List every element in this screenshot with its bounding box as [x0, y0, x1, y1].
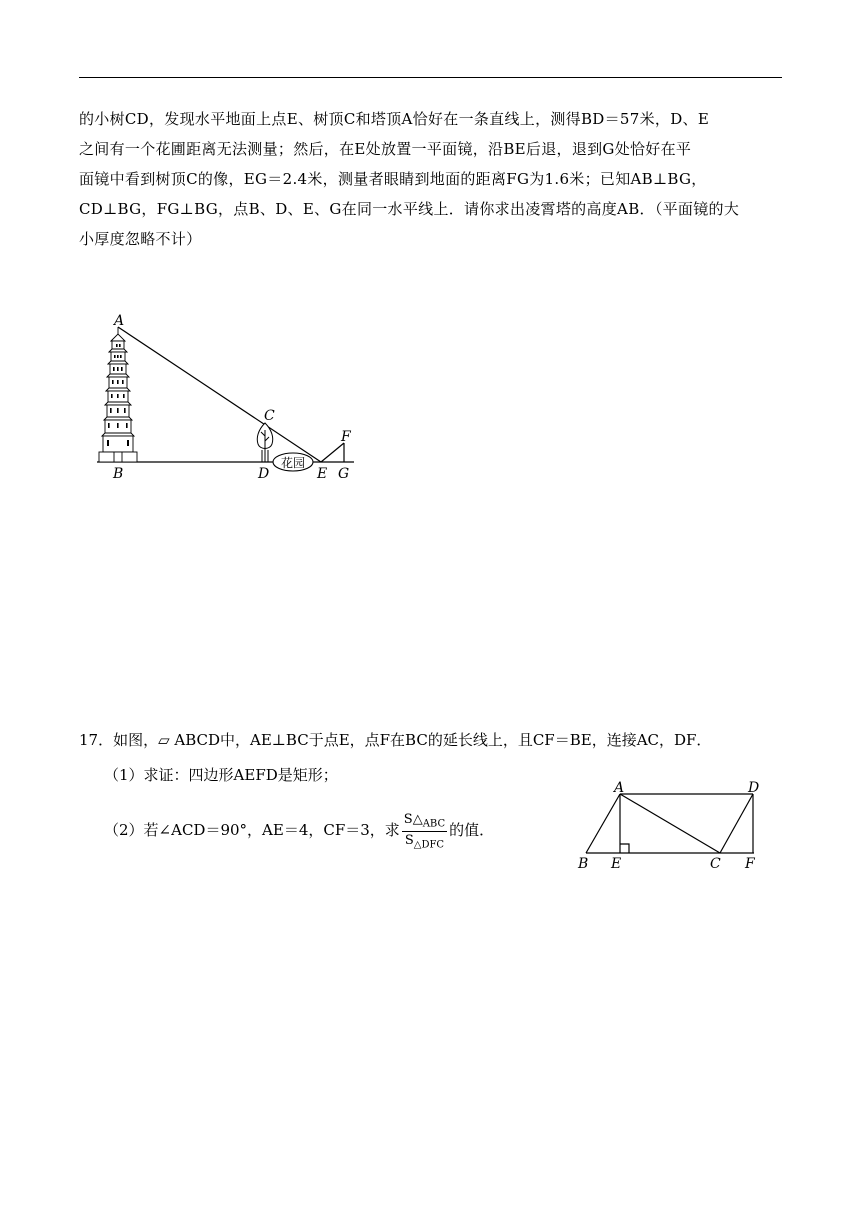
problem16-line: 的小树CD，发现水平地面上点E、树顶C和塔顶A恰好在一条直线上，测得BD＝57米，D、E	[79, 110, 710, 128]
segment-cd	[720, 794, 753, 853]
reflection-line-ef	[321, 443, 344, 462]
parallelogram-figure	[570, 775, 770, 875]
problem16-line: 小厚度忽略不计）	[79, 230, 202, 248]
part2-prefix: （2）若∠ACD＝90°，AE＝4，CF＝3，求	[104, 821, 400, 840]
part2-suffix: 的值．	[449, 821, 495, 840]
label-b: B	[578, 856, 589, 872]
label-a: A	[114, 313, 125, 329]
label-e: E	[611, 856, 622, 872]
segment-ac	[620, 794, 720, 853]
pagoda-figure	[90, 305, 370, 485]
label-f: F	[341, 429, 351, 445]
label-d: D	[748, 780, 760, 796]
label-c: C	[710, 856, 721, 872]
problem17-part1: （1）求证：四边形AEFD是矩形；	[104, 766, 338, 784]
problem16-line: 之间有一个花圃距离无法测量；然后，在E处放置一平面镜，沿BE后退，退到G处恰好在平	[79, 140, 692, 158]
header-rule	[79, 77, 782, 78]
problem16-line: CD⊥BG，FG⊥BG，点B、D、E、G在同一水平线上．请你求出凌霄塔的高度AB．（平面镜的大	[79, 200, 740, 218]
right-angle-mark	[620, 844, 629, 853]
label-g: G	[338, 466, 350, 482]
label-f: F	[745, 856, 755, 872]
problem16-line: 面镜中看到树顶C的像，EG＝2.4米，测量者眼睛到地面的距离FG为1.6米；已知AB⊥BG，	[79, 170, 707, 188]
problem17-part2	[104, 812, 494, 850]
fraction-numerator: $S\triangle_{ABC}$	[403, 812, 446, 830]
sight-line-ae	[118, 327, 321, 462]
label-c: C	[264, 408, 275, 424]
segment-ab	[586, 794, 620, 853]
area-ratio-fraction	[402, 812, 447, 850]
label-a: A	[614, 780, 625, 796]
label-b: B	[113, 466, 124, 482]
label-e: E	[317, 466, 328, 482]
label-d: D	[258, 466, 270, 482]
fraction-denominator: $S_{\triangle DFC}$	[404, 832, 445, 851]
problem17-stem: 17．如图，▱ ABCD中，AE⊥BC于点E，点F在BC的延长线上，且CF＝BE，连接AC，DF．	[79, 731, 712, 749]
problem16-text	[79, 104, 782, 254]
pagoda-door	[114, 452, 122, 462]
garden-label: 花园	[280, 456, 306, 470]
